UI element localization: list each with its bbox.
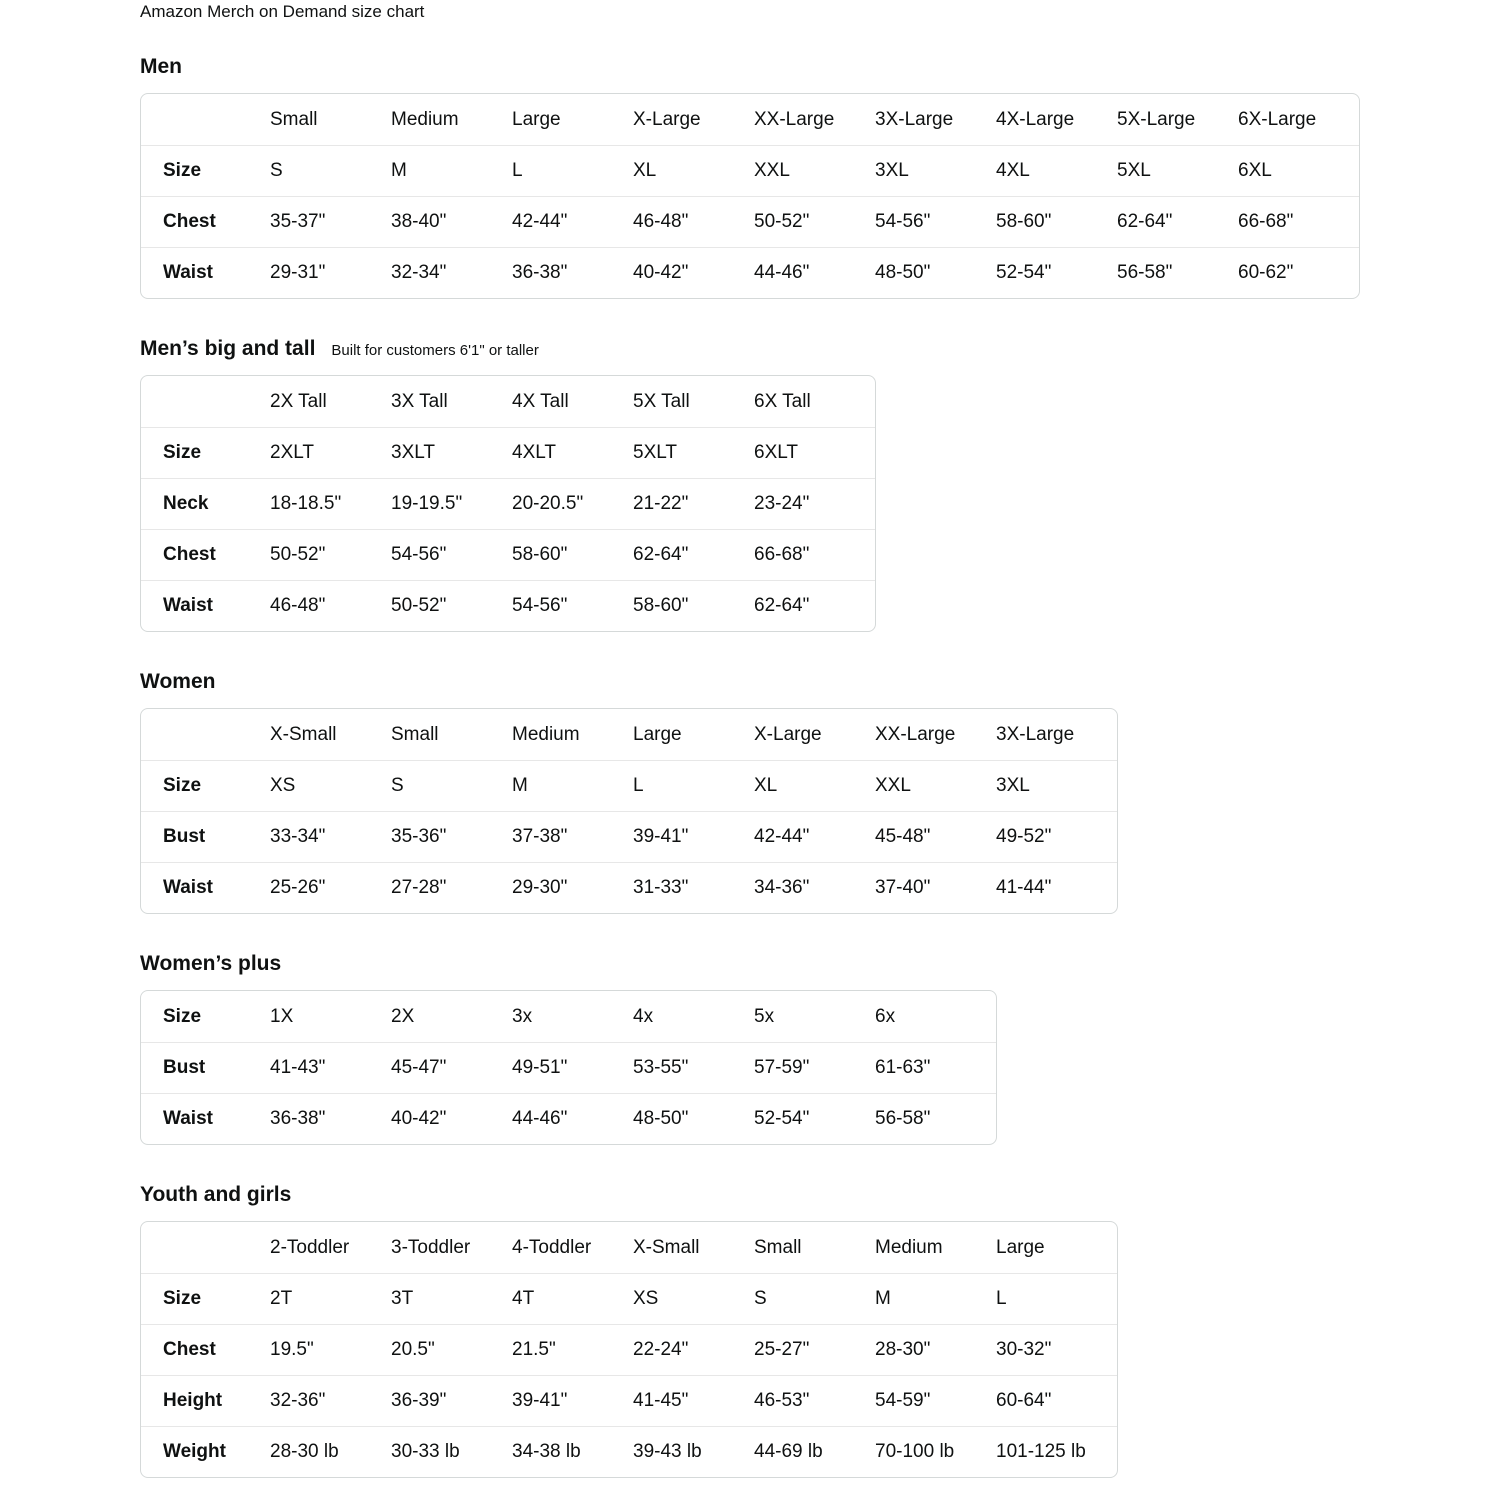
cell: 44-46"	[754, 262, 810, 283]
cell: 5XLT	[633, 442, 678, 463]
cell: 6x	[875, 1005, 896, 1027]
cell: 22-24"	[633, 1339, 689, 1360]
cell: 62-64"	[1117, 211, 1173, 232]
section-heading-mens-big-and-tall: Men’s big and tall	[140, 337, 316, 360]
cell: 23-24"	[754, 493, 810, 514]
table-header-row	[141, 376, 875, 427]
row-label: Chest	[163, 211, 216, 232]
cell: 57-59"	[754, 1057, 810, 1078]
column-header: 6X-Large	[1238, 108, 1317, 130]
column-header: X-Large	[754, 723, 822, 745]
cell: 70-100 lb	[875, 1441, 955, 1462]
cell: 40-42"	[391, 1108, 447, 1129]
size-table-women	[140, 708, 1118, 914]
table-row	[141, 1093, 996, 1144]
cell: 29-30"	[512, 877, 568, 898]
table-row	[141, 247, 1359, 298]
cell: 28-30 lb	[270, 1441, 339, 1462]
table-row	[141, 1042, 996, 1093]
cell: 1X	[270, 1005, 294, 1027]
cell: S	[270, 160, 283, 181]
row-label: Weight	[163, 1441, 226, 1462]
cell: 20.5"	[391, 1339, 435, 1360]
cell: 41-45"	[633, 1390, 689, 1411]
size-table-youth-and-girls	[140, 1221, 1118, 1478]
column-header: XX-Large	[875, 723, 956, 745]
cell: 3XL	[875, 160, 909, 181]
size-table-men	[140, 93, 1360, 299]
cell: 37-40"	[875, 877, 931, 898]
cell: 46-53"	[754, 1390, 810, 1411]
cell: 2X	[391, 1005, 415, 1027]
cell: 35-36"	[391, 826, 447, 847]
table-row	[141, 196, 1359, 247]
cell: L	[512, 160, 523, 181]
column-header: 2X Tall	[270, 390, 327, 412]
cell: 31-33"	[633, 877, 689, 898]
cell: 66-68"	[1238, 211, 1294, 232]
cell: S	[754, 1288, 767, 1309]
column-header: Medium	[512, 723, 580, 745]
section-womens-plus	[140, 952, 1499, 1145]
column-header: X-Large	[633, 108, 701, 130]
section-heading-men: Men	[140, 55, 182, 78]
cell: 101-125 lb	[996, 1441, 1086, 1462]
row-label: Waist	[163, 262, 213, 283]
table-row	[141, 478, 875, 529]
table-row	[141, 811, 1117, 862]
column-header: X-Small	[270, 723, 337, 745]
cell: 49-52"	[996, 826, 1052, 847]
cell: L	[996, 1288, 1007, 1309]
cell: 48-50"	[633, 1108, 689, 1129]
row-label: Size	[163, 1288, 202, 1309]
cell: 37-38"	[512, 826, 568, 847]
cell: 6XLT	[754, 442, 799, 463]
cell: 25-27"	[754, 1339, 810, 1360]
cell: 50-52"	[270, 544, 326, 565]
table-row	[141, 427, 875, 478]
cell: 3T	[391, 1288, 414, 1309]
size-table-womens-plus	[140, 990, 997, 1145]
cell: 21.5"	[512, 1339, 556, 1360]
cell: 33-34"	[270, 826, 326, 847]
row-label: Height	[163, 1390, 223, 1411]
cell: 62-64"	[633, 544, 689, 565]
cell: 41-43"	[270, 1057, 326, 1078]
column-header: 4X Tall	[512, 390, 569, 412]
column-header: Medium	[391, 108, 459, 130]
cell: 58-60"	[512, 544, 568, 565]
cell: 62-64"	[754, 595, 810, 616]
section-mens-big-and-tall	[140, 337, 1499, 632]
column-header: 3X-Large	[875, 108, 954, 130]
cell: 54-59"	[875, 1390, 931, 1411]
cell: 53-55"	[633, 1057, 689, 1078]
size-table-mens-big-and-tall	[140, 375, 876, 632]
cell: 41-44"	[996, 877, 1052, 898]
cell: 49-51"	[512, 1057, 568, 1078]
cell: 44-46"	[512, 1108, 568, 1129]
cell: 2T	[270, 1288, 293, 1309]
table-row	[141, 760, 1117, 811]
section-heading-youth-and-girls: Youth and girls	[140, 1183, 292, 1206]
cell: XXL	[875, 775, 911, 796]
cell: 6XL	[1238, 160, 1272, 181]
cell: 58-60"	[996, 211, 1052, 232]
column-header: Small	[391, 723, 439, 745]
cell: 4T	[512, 1288, 535, 1309]
column-header: 3-Toddler	[391, 1236, 471, 1258]
cell: XS	[270, 775, 296, 796]
cell: 52-54"	[996, 262, 1052, 283]
column-header: Large	[512, 108, 561, 130]
cell: 60-62"	[1238, 262, 1294, 283]
cell: 39-41"	[633, 826, 689, 847]
cell: 58-60"	[633, 595, 689, 616]
column-header: 2-Toddler	[270, 1236, 350, 1258]
cell: 36-38"	[512, 262, 568, 283]
cell: XL	[633, 160, 657, 181]
table-header-row	[141, 709, 1117, 760]
row-label: Size	[163, 160, 202, 181]
column-header: Small	[754, 1236, 802, 1258]
cell: 50-52"	[391, 595, 447, 616]
cell: 42-44"	[512, 211, 568, 232]
table-header-row	[141, 94, 1359, 145]
cell: 48-50"	[875, 262, 931, 283]
section-heading-row-mens-big-and-tall	[140, 337, 1499, 361]
table-header-row	[141, 1222, 1117, 1273]
section-women	[140, 670, 1499, 914]
cell: 21-22"	[633, 493, 689, 514]
column-header: 3X Tall	[391, 390, 448, 412]
row-label: Size	[163, 1005, 202, 1027]
cell: M	[512, 775, 528, 796]
cell: 3XL	[996, 775, 1030, 796]
table-row	[141, 991, 996, 1042]
row-label: Waist	[163, 595, 213, 616]
table-row	[141, 580, 875, 631]
table-row	[141, 145, 1359, 196]
section-men	[140, 55, 1499, 299]
section-heading-womens-plus: Women’s plus	[140, 952, 282, 975]
size-chart-sections	[140, 55, 1499, 1478]
cell: 20-20.5"	[512, 493, 584, 514]
cell: XL	[754, 775, 778, 796]
table-row	[141, 862, 1117, 913]
page-title: Amazon Merch on Demand size chart	[140, 2, 425, 21]
cell: 30-33 lb	[391, 1441, 460, 1462]
section-heading-row-youth-and-girls	[140, 1183, 1499, 1207]
section-heading-row-women	[140, 670, 1499, 694]
row-label: Waist	[163, 877, 213, 898]
cell: 61-63"	[875, 1057, 931, 1078]
table-row	[141, 1426, 1117, 1477]
cell: 50-52"	[754, 211, 810, 232]
section-heading-row-womens-plus	[140, 952, 1499, 976]
column-header: 6X Tall	[754, 390, 811, 412]
table-row	[141, 1273, 1117, 1324]
row-label: Chest	[163, 1339, 216, 1360]
cell: 35-37"	[270, 211, 326, 232]
cell: 54-56"	[512, 595, 568, 616]
cell: 19-19.5"	[391, 493, 463, 514]
cell: 25-26"	[270, 877, 326, 898]
cell: 4XL	[996, 160, 1030, 181]
cell: 54-56"	[391, 544, 447, 565]
cell: 56-58"	[1117, 262, 1173, 283]
cell: XXL	[754, 160, 790, 181]
cell: 34-38 lb	[512, 1441, 581, 1462]
table-row	[141, 529, 875, 580]
row-label: Neck	[163, 493, 209, 514]
cell: 36-39"	[391, 1390, 447, 1411]
table-row	[141, 1324, 1117, 1375]
cell: 45-47"	[391, 1057, 447, 1078]
cell: L	[633, 775, 644, 796]
cell: 39-43 lb	[633, 1441, 702, 1462]
column-header: 4-Toddler	[512, 1236, 592, 1258]
table-row	[141, 1375, 1117, 1426]
column-header: 5X Tall	[633, 390, 690, 412]
cell: 28-30"	[875, 1339, 931, 1360]
cell: S	[391, 775, 404, 796]
section-heading-women: Women	[140, 670, 216, 693]
cell: 52-54"	[754, 1108, 810, 1129]
cell: 38-40"	[391, 211, 447, 232]
cell: M	[391, 160, 407, 181]
cell: 66-68"	[754, 544, 810, 565]
cell: 36-38"	[270, 1108, 326, 1129]
cell: 5x	[754, 1005, 775, 1027]
cell: 54-56"	[875, 211, 931, 232]
cell: 44-69 lb	[754, 1441, 823, 1462]
cell: 4x	[633, 1005, 654, 1027]
column-header: 5X-Large	[1117, 108, 1196, 130]
row-label: Waist	[163, 1108, 213, 1129]
row-label: Chest	[163, 544, 216, 565]
cell: 34-36"	[754, 877, 810, 898]
cell: 56-58"	[875, 1108, 931, 1129]
cell: M	[875, 1288, 891, 1309]
cell: 27-28"	[391, 877, 447, 898]
cell: 39-41"	[512, 1390, 568, 1411]
row-label: Size	[163, 442, 202, 463]
cell: 3XLT	[391, 442, 436, 463]
cell: 46-48"	[270, 595, 326, 616]
row-label: Bust	[163, 1057, 206, 1078]
cell: 32-34"	[391, 262, 447, 283]
cell: XS	[633, 1288, 659, 1309]
cell: 4XLT	[512, 442, 557, 463]
section-heading-row-men	[140, 55, 1499, 79]
column-header: X-Small	[633, 1236, 700, 1258]
section-subtitle-mens-big-and-tall: Built for customers 6'1" or taller	[331, 342, 539, 359]
cell: 3x	[512, 1005, 533, 1027]
column-header: XX-Large	[754, 108, 835, 130]
cell: 2XLT	[270, 442, 315, 463]
column-header: Small	[270, 108, 318, 130]
cell: 46-48"	[633, 211, 689, 232]
cell: 30-32"	[996, 1339, 1052, 1360]
column-header: Medium	[875, 1236, 943, 1258]
column-header: 4X-Large	[996, 108, 1075, 130]
column-header: 3X-Large	[996, 723, 1075, 745]
section-youth-and-girls	[140, 1183, 1499, 1478]
cell: 5XL	[1117, 160, 1151, 181]
cell: 42-44"	[754, 826, 810, 847]
cell: 45-48"	[875, 826, 931, 847]
cell: 40-42"	[633, 262, 689, 283]
row-label: Bust	[163, 826, 206, 847]
column-header: Large	[633, 723, 682, 745]
cell: 32-36"	[270, 1390, 326, 1411]
cell: 29-31"	[270, 262, 326, 283]
row-label: Size	[163, 775, 202, 796]
cell: 19.5"	[270, 1339, 314, 1360]
cell: 18-18.5"	[270, 493, 342, 514]
cell: 60-64"	[996, 1390, 1052, 1411]
column-header: Large	[996, 1236, 1045, 1258]
